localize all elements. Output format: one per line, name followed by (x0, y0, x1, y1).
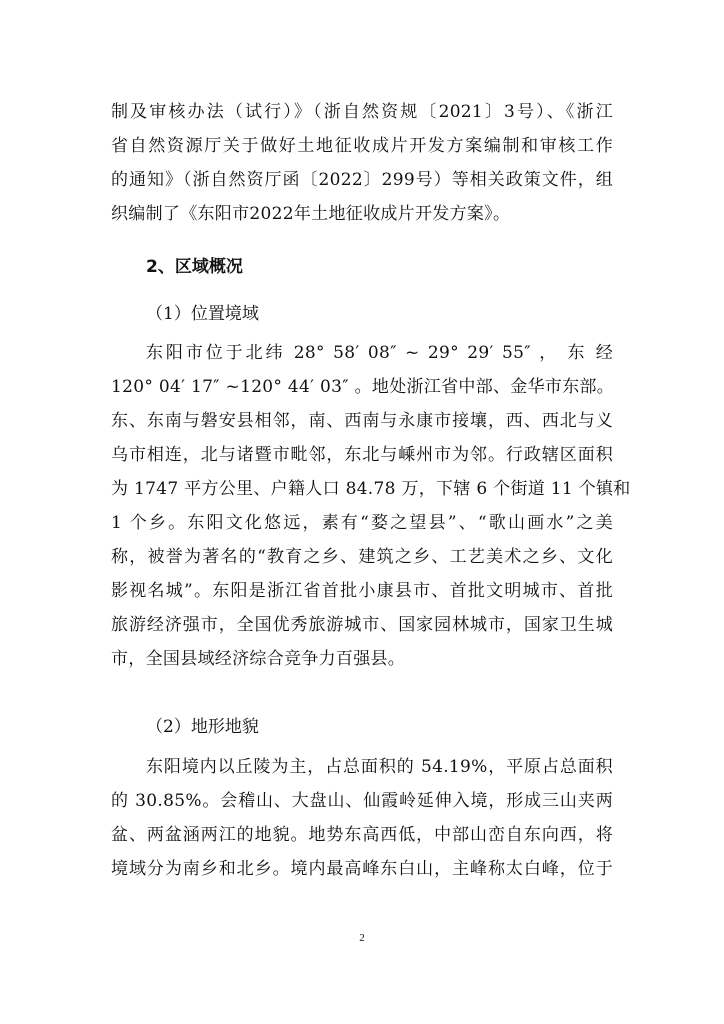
location-line: 东、东南与磐安县相邻，南、西南与永康市接壤，西、西北与义 (111, 411, 613, 431)
location-subheading: （1）位置境域 (146, 304, 259, 324)
page-number: 2 (359, 932, 365, 944)
location-line: 旅游经济强市，全国优秀旅游城市、国家园林城市，国家卫生城 (111, 615, 613, 635)
terrain-line: 境域分为南乡和北乡。境内最高峰东白山，主峰称太白峰，位于 (111, 859, 613, 879)
intro-line: 制及审核办法（试行）》（浙自然资规〔2021〕3号）、《浙江 (111, 102, 613, 122)
location-line: 市，全国县域经济综合竞争力百强县。 (111, 649, 406, 669)
location-line: 120° 04′ 17″ ~120° 44′ 03″ 。地处浙江省中部、金华市东部。 (111, 377, 615, 397)
terrain-line: 的 30.85%。会稽山、大盘山、仙霞岭延伸入境，形成三山夹两 (111, 791, 613, 811)
intro-line: 省自然资源厅关于做好土地征收成片开发方案编制和审核工作 (111, 136, 613, 156)
terrain-line: 东阳境内以丘陵为主，占总面积的 54.19%，平原占总面积 (146, 757, 613, 777)
terrain-line: 盆、两盆涵两江的地貌。地势东高西低，中部山峦自东向西，将 (111, 825, 613, 845)
section-heading: 2、区域概况 (146, 257, 243, 277)
location-line: 东阳市位于北纬 28° 58′ 08″ ~ 29° 29′ 55″ ， 东 经 (146, 343, 613, 363)
location-line: 1 个乡。东阳文化悠远，素有“婺之望县”、“歌山画水”之美 (111, 513, 613, 533)
location-line: 称，被誉为著名的“教育之乡、建筑之乡、工艺美术之乡、文化 (111, 547, 613, 567)
location-line: 为 1747 平方公里、户籍人口 84.78 万，下辖 6 个街道 11 个镇和 (111, 479, 631, 499)
intro-line: 织编制了《东阳市2022年土地征收成片开发方案》。 (111, 204, 511, 224)
location-paragraph (111, 336, 631, 676)
location-line: 影视名城”。东阳是浙江省首批小康县市、首批文明城市、首批 (111, 581, 613, 601)
terrain-subheading: （2）地形地貌 (146, 717, 259, 737)
terrain-paragraph (111, 750, 613, 886)
intro-line: 的通知》（浙自然资厅函〔2022〕299号）等相关政策文件，组 (111, 170, 613, 190)
intro-paragraph (111, 95, 613, 231)
location-line: 乌市相连，北与诸暨市毗邻，东北与嵊州市为邻。行政辖区面积 (111, 445, 613, 465)
